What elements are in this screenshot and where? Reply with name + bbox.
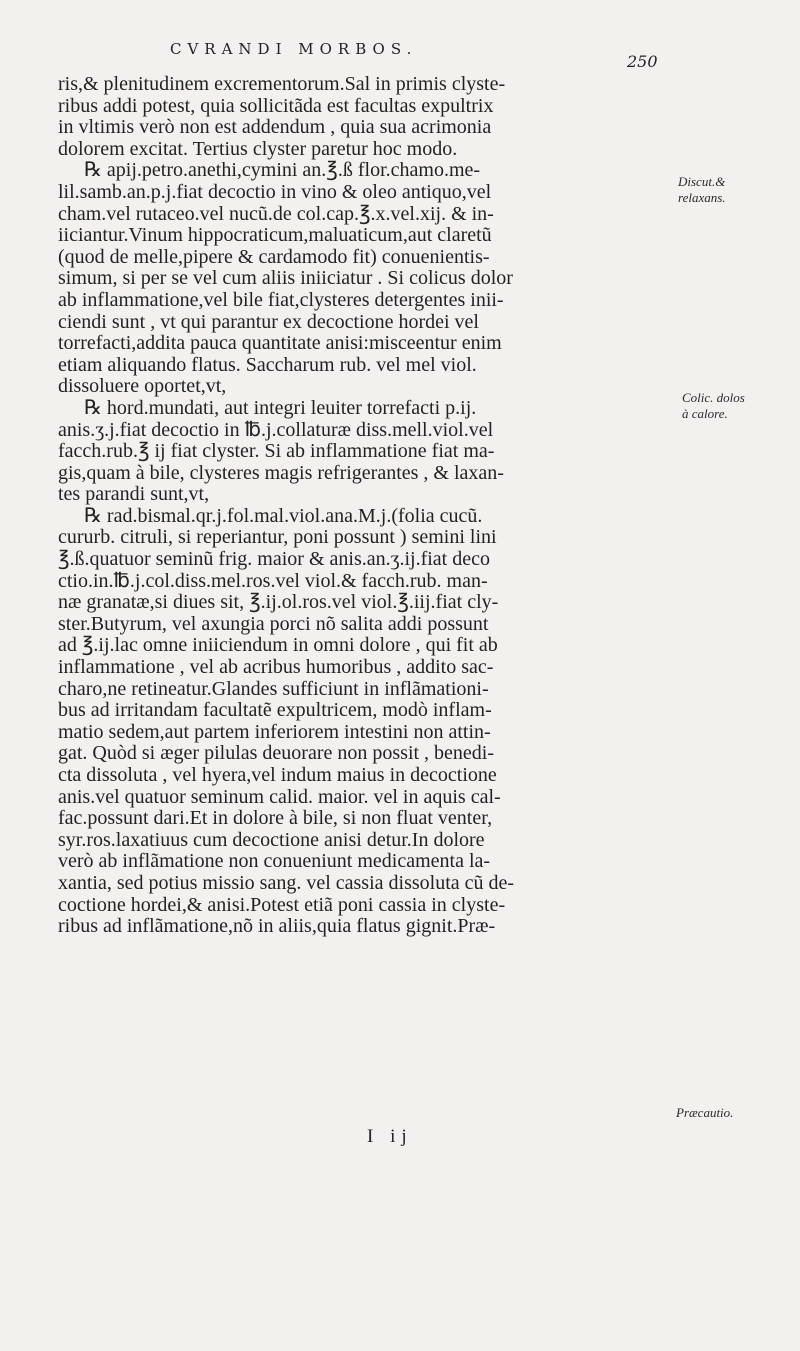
- text-line: xantia, sed potius missio sang. vel cassia dissoluta cũ de-: [58, 871, 515, 894]
- text-line: dissoluere oportet,vt,: [58, 375, 227, 398]
- running-title: CVRANDI MORBOS.: [170, 40, 418, 58]
- text-line: facch.rub.℥ ij fiat clyster. Si ab inflammatione fiat ma-: [58, 440, 495, 463]
- text-line: syr.ros.laxatiuus cum decoctione anisi detur.In dolore: [58, 828, 485, 851]
- text-line: cururb. citruli, si reperiantur, poni possunt ) semini lini: [58, 526, 497, 549]
- text-line: verò ab inflãmatione non conueniunt medicamenta la-: [58, 850, 491, 873]
- text-line: ris,& plenitudinem excrementorum.Sal in primis clyste-: [58, 73, 506, 95]
- text-line: torrefacti,addita pauca quantitate anisi:misceentur enim: [58, 332, 502, 355]
- text-line: ℞ rad.bismal.qr.j.fol.mal.viol.ana.M.j.(folia cucũ.: [84, 504, 483, 527]
- margin-note-colic: Colic. dolos à calore.: [682, 390, 745, 421]
- text-line: iiciantur.Vinum hippocraticum,maluaticum,aut claretũ: [58, 224, 492, 247]
- text-line: coctione hordei,& anisi.Potest etiã poni cassia in clyste-: [58, 893, 506, 916]
- text-line: anis.ʒ.j.fiat decoctio in ℔.j.collaturæ diss.mell.viol.vel: [58, 418, 494, 441]
- text-line: ab inflammatione,vel bile fiat,clysteres detergentes inii-: [58, 288, 504, 311]
- margin-note-praecautio: Præcautio.: [676, 1105, 734, 1120]
- text-line: charo,ne retineatur.Glandes sufficiunt in inflãmationi-: [58, 677, 489, 700]
- text-line: ribus addi potest, quia sollicitãda est facultas expultrix: [58, 94, 494, 117]
- page-number: 250: [627, 52, 658, 71]
- text-line: cham.vel rutaceo.vel nucũ.de col.cap.℥.x.vel.xij. & in-: [58, 202, 494, 225]
- text-line: anis.vel quatuor seminum calid. maior. vel in aquis cal-: [58, 785, 501, 808]
- text-line: inflammatione , vel ab acribus humoribus , addito sac-: [58, 656, 494, 679]
- margin-note-discut: Discut.& relaxans.: [678, 174, 726, 205]
- text-line: ster.Butyrum, vel axungia porci nõ salita addi possunt: [58, 612, 489, 635]
- text-line: gis,quam à bile, clysteres magis refrigerantes , & laxan-: [58, 461, 504, 484]
- text-line: ciendi sunt , vt qui parantur ex decoctione hordei vel: [58, 310, 479, 333]
- text-line: næ granatæ,si diues sit, ℥.ij.ol.ros.vel viol.℥.iij.fiat cly-: [58, 591, 499, 614]
- signature-mark: I ij: [367, 1126, 413, 1147]
- text-line: ℞ hord.mundati, aut integri leuiter torrefacti p.ij.: [84, 396, 477, 419]
- text-line: matio sedem,aut partem inferiorem intestini non attin-: [58, 720, 491, 743]
- text-line: cta dissoluta , vel hyera,vel indum maius in decoctione: [58, 764, 497, 786]
- text-line: simum, si per se vel cum aliis iniiciatur . Si colicus dolor: [58, 267, 513, 290]
- text-line: ℥.ß.quatuor seminũ frig. maior & anis.an.ʒ.ij.fiat deco: [58, 548, 490, 571]
- text-line: bus ad irritandam facultatẽ expultricem, modò inflam-: [58, 699, 492, 722]
- text-line: tes parandi sunt,vt,: [58, 483, 210, 506]
- text-line: dolorem excitat. Tertius clyster paretur hoc modo.: [58, 137, 458, 160]
- text-line: ribus ad inflãmatione,nõ in aliis,quia flatus gignit.Præ-: [58, 915, 496, 938]
- text-line: (quod de melle,pipere & cardamodo fit) conuenientis-: [58, 245, 490, 268]
- text-line: etiam aliquando flatus. Saccharum rub. vel mel viol.: [58, 353, 477, 376]
- text-line: ad ℥.ij.lac omne iniiciendum in omni dolore , qui fit ab: [58, 634, 498, 657]
- text-line: ctio.in.℔.j.col.diss.mel.ros.vel viol.& facch.rub. man-: [58, 569, 488, 592]
- text-line: gat. Quòd si æger pilulas deuorare non possit , benedi-: [58, 742, 495, 765]
- text-line: lil.samb.an.p.j.fiat decoctio in vino & oleo antiquo,vel: [58, 180, 492, 203]
- body-text: [58, 74, 658, 938]
- text-line: fac.possunt dari.Et in dolore à bile, si non fluat venter,: [58, 807, 493, 830]
- text-line: ℞ apij.petro.anethi,cymini an.℥.ß flor.chamo.me-: [84, 159, 481, 182]
- text-line: in vltimis verò non est addendum , quia sua acrimonia: [58, 116, 492, 139]
